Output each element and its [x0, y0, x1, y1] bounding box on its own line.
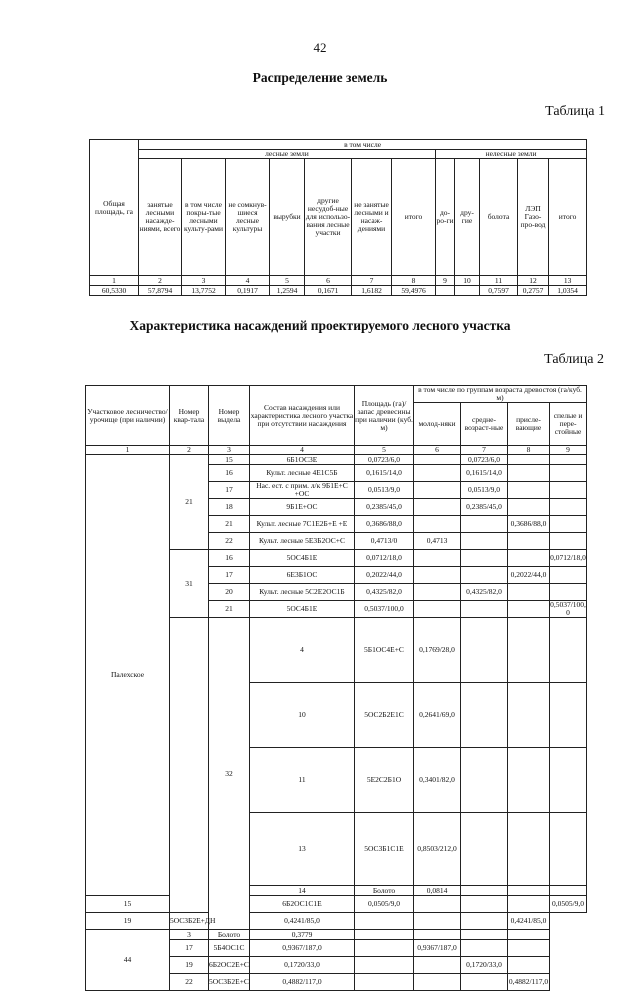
vydel-number: 15	[209, 455, 250, 465]
t2-header-young: молод-няки	[414, 403, 461, 446]
age-group-mature: 0,4241/85,0	[508, 913, 550, 930]
quarter-number: 32	[209, 618, 250, 930]
age-group-young	[414, 601, 461, 618]
area-stock: 0,0712/18,0	[355, 550, 414, 567]
t1-col-header: другие несудоб-ные для использо-вания лесные участки	[305, 159, 352, 276]
stand-composition: 6Б2ОС2Е+С	[209, 957, 250, 974]
t2-header-mature: спелые и пере-стойные	[550, 403, 587, 446]
stand-composition: Культ. лесные 5Е3Б2ОС+С	[250, 533, 355, 550]
age-group-pre	[508, 533, 550, 550]
t1-col-header: до-ро-ги	[436, 159, 455, 276]
t2-header-quarter: Номер квар-тала	[170, 386, 209, 446]
age-group-young	[414, 499, 461, 516]
age-group-middle	[414, 957, 461, 974]
t1-num: 8	[392, 276, 436, 286]
stand-composition: 5Е2С2Б1О	[355, 748, 414, 813]
t1-num: 3	[182, 276, 226, 286]
vydel-number: 20	[209, 584, 250, 601]
t1-col-header: ЛЭП Газо-про-вод	[518, 159, 549, 276]
table-row	[86, 930, 587, 940]
vydel-number: 16	[209, 550, 250, 567]
age-group-pre	[508, 601, 550, 618]
t1-col-header: занятые лесными насажде-ниями, всего	[139, 159, 182, 276]
vydel-number: 10	[250, 683, 355, 748]
t1-value: 0,1917	[226, 286, 270, 296]
stand-composition: 6Б2ОС1С1Е	[250, 896, 355, 913]
stand-composition: Нас. ест. с прим. л/к 9Б1Е+С +ОС	[250, 482, 355, 499]
age-group-middle	[414, 913, 461, 930]
age-group-mature	[508, 930, 550, 940]
t1-value	[436, 286, 455, 296]
t1-value: 59,4976	[392, 286, 436, 296]
t1-values-row	[90, 286, 587, 296]
age-group-pre	[461, 930, 508, 940]
age-group-pre	[550, 813, 587, 886]
age-group-young	[414, 455, 461, 465]
stand-composition: 6Е3Б1ОС	[250, 567, 355, 584]
age-group-mature	[550, 584, 587, 601]
t1-header-nonforest-lands: нелесные земли	[436, 150, 587, 159]
stand-composition: 5ОС4Б1Е	[250, 550, 355, 567]
table2-caption: Таблица 2	[544, 352, 604, 367]
vydel-number: 15	[86, 896, 170, 913]
area-stock: 0,9367/187,0	[250, 940, 355, 957]
page-number: 42	[313, 40, 327, 55]
stand-composition: 5Б4ОС1С	[209, 940, 250, 957]
stand-composition: 9Б1Е+ОС	[250, 499, 355, 516]
area-stock: 0,3686/88,0	[355, 516, 414, 533]
t1-num: 12	[518, 276, 549, 286]
age-group-young	[461, 618, 508, 683]
t2-header-composition: Состав насаждения или характеристика лесного участка при отсутствии насаждения	[250, 386, 355, 446]
age-group-pre	[461, 974, 508, 991]
age-group-mature	[550, 499, 587, 516]
vydel-number: 17	[209, 567, 250, 584]
age-group-mature	[550, 516, 587, 533]
age-group-mature	[550, 455, 587, 465]
area-stock: 0,5037/100,0	[355, 601, 414, 618]
quarter-number: 44	[86, 930, 170, 991]
age-group-middle	[461, 533, 508, 550]
t2-num: 9	[550, 446, 587, 455]
t1-num: 10	[455, 276, 480, 286]
t2-header-area: Площадь (га)/запас древесины при наличии (куб. м)	[355, 386, 414, 446]
t2-body	[86, 455, 587, 991]
age-group-pre	[508, 499, 550, 516]
t1-value: 1,2594	[270, 286, 305, 296]
age-group-pre	[550, 886, 587, 896]
t2-header-age-group: в том числе по группам возраста древостоя (га/куб. м)	[414, 386, 587, 403]
t1-value	[455, 286, 480, 296]
age-group-young	[414, 896, 461, 913]
area-stock: 0,2385/45,0	[355, 499, 414, 516]
age-group-mature: 0,0712/18,0	[550, 550, 587, 567]
table-row	[86, 913, 587, 930]
t1-value: 60,5330	[90, 286, 139, 296]
area-stock: 0,3779	[250, 930, 355, 940]
area-stock: 0,3401/82,0	[414, 748, 461, 813]
area-stock: 0,1720/33,0	[250, 957, 355, 974]
age-group-young	[355, 974, 414, 991]
vydel-number: 3	[170, 930, 209, 940]
age-group-young	[414, 550, 461, 567]
age-group-mature: 0,5037/100,0	[550, 600, 586, 617]
stand-composition: Болото	[355, 886, 414, 896]
t2-header-premature: присле-вающие	[508, 403, 550, 446]
age-group-pre	[508, 455, 550, 465]
t2-num: 1	[86, 446, 170, 455]
vydel-number: 19	[170, 957, 209, 974]
t2-num: 7	[461, 446, 508, 455]
age-group-pre: 0,1720/33,0	[461, 957, 508, 974]
age-group-pre	[508, 896, 550, 913]
age-group-middle	[414, 974, 461, 991]
t2-num: 4	[250, 446, 355, 455]
t1-num: 6	[305, 276, 352, 286]
age-group-middle	[508, 748, 550, 813]
age-group-middle	[461, 896, 508, 913]
age-group-middle	[461, 601, 508, 618]
t1-numbers-row	[90, 276, 587, 286]
area-stock: 0,8503/212,0	[414, 813, 461, 886]
stand-composition: 5ОС3Б2Е+ДН	[170, 913, 209, 930]
age-group-pre: 0,3686/88,0	[508, 516, 550, 533]
t2-header-middle: средне-возраст-ные	[461, 403, 508, 446]
t1-value: 1,6182	[352, 286, 392, 296]
t1-header-in-that-number: в том числе	[139, 140, 587, 150]
t1-num: 13	[549, 276, 587, 286]
age-group-pre	[461, 913, 508, 930]
t2-num: 5	[355, 446, 414, 455]
vydel-number: 11	[250, 748, 355, 813]
age-group-mature	[508, 957, 550, 974]
age-group-mature	[550, 533, 587, 550]
vydel-number: 17	[209, 482, 250, 499]
age-group-mature: 0,4882/117,0	[508, 974, 550, 991]
t1-value: 0,7597	[480, 286, 518, 296]
t1-num: 11	[480, 276, 518, 286]
age-group-middle	[508, 886, 550, 896]
t1-value: 1,0354	[549, 286, 587, 296]
stand-composition: 5Б1ОС4Е+С	[355, 618, 414, 683]
t1-num: 5	[270, 276, 305, 286]
age-group-young	[461, 683, 508, 748]
age-group-pre	[550, 618, 587, 683]
table-row	[86, 455, 587, 465]
age-group-pre	[508, 465, 550, 482]
vydel-number: 22	[170, 974, 209, 991]
age-group-pre	[461, 940, 508, 957]
t2-num: 2	[170, 446, 209, 455]
t1-col-header: в том числе покры-тые лесными культу-рами	[182, 159, 226, 276]
t2-num: 8	[508, 446, 550, 455]
t1-num: 7	[352, 276, 392, 286]
age-group-middle	[461, 516, 508, 533]
age-group-young	[414, 516, 461, 533]
age-group-young	[414, 465, 461, 482]
area-stock: 0,1769/28,0	[414, 618, 461, 683]
stand-composition: 5ОС3Б2Е+С	[209, 974, 250, 991]
t1-col-header: не сомкнув-шиеся лесные культуры	[226, 159, 270, 276]
age-group-middle	[508, 683, 550, 748]
age-group-pre	[508, 550, 550, 567]
forestry-name-continued	[170, 618, 209, 913]
vydel-number: 14	[250, 886, 355, 896]
age-group-middle	[508, 813, 550, 886]
age-group-young	[355, 913, 414, 930]
age-group-middle	[508, 618, 550, 683]
area-stock: 0,0513/9,0	[355, 482, 414, 499]
age-group-mature	[508, 940, 550, 957]
vydel-number: 13	[250, 813, 355, 886]
age-group-middle	[461, 550, 508, 567]
age-group-mature: 0,0505/9,0	[550, 896, 587, 913]
table-row	[86, 896, 587, 913]
t1-num: 4	[226, 276, 270, 286]
t1-value: 0,1671	[305, 286, 352, 296]
stand-composition: 5ОС3Б1С1Е	[355, 813, 414, 886]
t1-col-header: вырубки	[270, 159, 305, 276]
quarter-number: 21	[170, 455, 209, 550]
age-group-middle: 0,2385/45,0	[461, 499, 508, 516]
t1-num: 2	[139, 276, 182, 286]
t1-header-total-area: Общая площадь, га	[90, 140, 139, 276]
t1-value: 0,2757	[518, 286, 549, 296]
t2-header-vydel: Номер выдела	[209, 386, 250, 446]
age-group-young	[461, 748, 508, 813]
age-group-young	[461, 813, 508, 886]
t1-value: 57,8794	[139, 286, 182, 296]
stands-characteristics-table	[85, 385, 587, 991]
t1-col-header: болота	[480, 159, 518, 276]
age-group-pre	[508, 584, 550, 601]
age-group-young	[461, 886, 508, 896]
t2-header-forestry: Участковое лесничество/ урочище (при наличии)	[86, 386, 170, 446]
age-group-middle: 0,9367/187,0	[414, 940, 461, 957]
age-group-young	[414, 584, 461, 601]
t1-header-forest-lands: лесные земли	[139, 150, 436, 159]
vydel-number: 21	[209, 516, 250, 533]
age-group-young	[355, 930, 414, 940]
t1-num: 1	[90, 276, 139, 286]
stand-composition: Культ. лесные 7С1Е2Б+Е +Е	[250, 516, 355, 533]
age-group-pre: 0,2022/44,0	[508, 567, 550, 584]
age-group-mature	[550, 465, 587, 482]
t1-col-header: дру-гие	[455, 159, 480, 276]
age-group-middle	[461, 567, 508, 584]
age-group-young	[355, 957, 414, 974]
age-group-young	[355, 940, 414, 957]
forestry-name: Палехское	[86, 455, 170, 896]
age-group-young: 0,4713	[414, 533, 461, 550]
vydel-number: 4	[250, 618, 355, 683]
t1-col-header: итого	[549, 159, 587, 276]
area-stock: 0,0505/9,0	[355, 896, 414, 913]
age-group-pre	[550, 748, 587, 813]
age-group-young	[414, 482, 461, 499]
age-group-mature	[550, 567, 587, 584]
t1-col-header: итого	[392, 159, 436, 276]
stand-composition: 5ОС4Б1Е	[250, 601, 355, 618]
quarter-number: 31	[170, 550, 209, 618]
area-stock: 0,2022/44,0	[355, 567, 414, 584]
t2-num: 3	[209, 446, 250, 455]
area-stock: 0,4241/85,0	[250, 913, 355, 930]
age-group-pre	[508, 482, 550, 499]
stand-composition: Культ. лесные 4Е1С5Б	[250, 465, 355, 482]
vydel-number: 18	[209, 499, 250, 516]
age-group-young	[414, 567, 461, 584]
stand-composition: Болото	[209, 930, 250, 940]
age-group-mature	[550, 482, 587, 499]
stand-composition: 5ОС2Б2Е1С	[355, 683, 414, 748]
area-stock: 0,4713/0	[355, 533, 414, 550]
vydel-number: 19	[86, 913, 170, 930]
age-group-pre	[550, 683, 587, 748]
area-stock: 0,4325/82,0	[355, 584, 414, 601]
age-group-middle: 0,1615/14,0	[461, 465, 508, 482]
section2-title: Характеристика насаждений проектируемого лесного участка	[129, 318, 511, 333]
vydel-number: 21	[209, 601, 250, 618]
area-stock: 0,0814	[414, 886, 461, 896]
t1-num: 9	[436, 276, 455, 286]
area-stock: 0,4882/117,0	[250, 974, 355, 991]
t1-value: 13,7752	[182, 286, 226, 296]
t2-num: 6	[414, 446, 461, 455]
stand-composition: 6Б1ОС3Е	[250, 455, 355, 465]
vydel-number: 16	[209, 465, 250, 482]
age-group-middle: 0,0513/9,0	[461, 482, 508, 499]
table1-caption: Таблица 1	[545, 104, 605, 119]
age-group-middle: 0,4325/82,0	[461, 584, 508, 601]
area-stock: 0,1615/14,0	[355, 465, 414, 482]
age-group-middle: 0,0723/6,0	[461, 455, 508, 465]
age-group-middle	[414, 930, 461, 940]
vydel-number: 17	[170, 940, 209, 957]
t2-numbers-row	[86, 446, 587, 455]
vydel-number: 22	[209, 533, 250, 550]
land-distribution-table	[89, 139, 587, 296]
area-stock: 0,0723/6,0	[355, 455, 414, 465]
area-stock: 0,2641/69,0	[414, 683, 461, 748]
t1-col-header: не занятые лесными и насаж-дениями	[352, 159, 392, 276]
section1-title: Распределение земель	[252, 70, 388, 85]
stand-composition: Культ. лесные 5С2Е2ОС1Б	[250, 584, 355, 601]
